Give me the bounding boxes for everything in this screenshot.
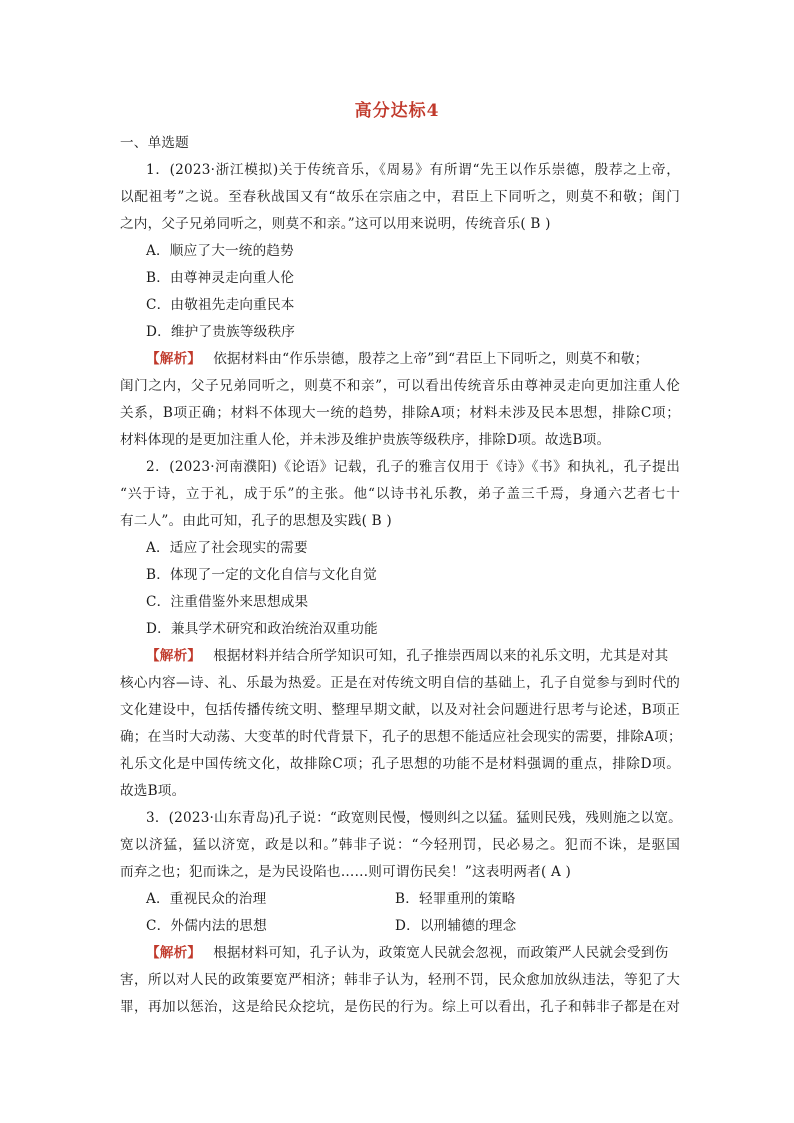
- question-3-analysis-line-2: 害，所以对人民的政策要宽严相济；韩非子认为，轻刑不罚，民众愈加放纵违法，等犯了大: [120, 972, 680, 988]
- page-title: 高分达标4: [354, 101, 440, 121]
- question-1-analysis-line-2: 闺门之内，父子兄弟同听之，则莫不和亲”，可以看出传统音乐由尊神灵走向更加注重人伦: [120, 378, 680, 394]
- question-2-line-3: 有二人”。由此可知，孔子的思想及实践( B ): [120, 513, 392, 529]
- question-1-line-2: 以配祖考”之说。至春秋战国又有“故乐在宗庙之中，君臣上下同听之，则莫不和敬；闺门: [120, 189, 680, 205]
- analysis-label: 【解析】: [146, 351, 202, 367]
- question-1-analysis-line-3: 关系，B项正确；材料不体现大一统的趋势，排除A项；材料未涉及民本思想，排除C项；: [120, 405, 680, 421]
- analysis-label: 【解析】: [146, 945, 202, 961]
- question-1-analysis-line-4: 材料体现的是更加注重人伦，并未涉及维护贵族等级秩序，排除D项。故选B项。: [120, 432, 611, 448]
- question-2-option-a: A．适应了社会现实的需要: [146, 540, 308, 556]
- question-3-line-1: 3．(2023·山东青岛)孔子说：“政宽则民慢，慢则纠之以猛。猛则民残，残则施之以宽。: [146, 810, 682, 826]
- question-1-line-1: 1．(2023·浙江模拟)关于传统音乐，《周易》有所谓“先王以作乐崇德，殷荐之上帝，: [146, 162, 680, 178]
- question-1-option-d: D．维护了贵族等级秩序: [146, 324, 296, 340]
- question-2-option-c: C．注重借鉴外来思想成果: [146, 594, 309, 610]
- question-2-analysis-line-2: 核心内容—诗、礼、乐最为热爱。正是在对传统文明自信的基础上，孔子自觉参与到时代的: [120, 675, 680, 691]
- section-heading: 一、单选题: [120, 135, 189, 151]
- question-1-line-3: 之内，父子兄弟同听之，则莫不和亲。”这可以用来说明，传统音乐( B ): [120, 216, 551, 232]
- question-3-line-2: 宽以济猛，猛以济宽，政是以和。”韩非子说：“今轻刑罚，民必易之。犯而不诛，是驱国: [120, 837, 680, 853]
- question-2-analysis-line-1: [146, 647, 680, 665]
- analysis-text: 根据材料可知，孔子认为，政策宽人民就会忽视，而政策严人民就会受到伤: [213, 945, 669, 961]
- question-3-option-b: B．轻罪重刑的策略: [395, 891, 516, 907]
- question-2-analysis-line-4: 确；在当时大动荡、大变革的时代背景下，孔子的思想不能适应社会现实的需要，排除A项；: [120, 729, 682, 745]
- question-2-line-2: “兴于诗，立于礼，成于乐”的主张。他“以诗书礼乐教，弟子盖三千焉，身通六艺者七十: [120, 486, 680, 502]
- analysis-label: 【解析】: [146, 648, 202, 664]
- question-1-option-b: B．由尊神灵走向重人伦: [146, 270, 295, 286]
- question-2-option-b: B．体现了一定的文化自信与文化自觉: [146, 567, 377, 583]
- question-3-option-a: A．重视民众的治理: [146, 891, 267, 907]
- question-3-line-3: 而弃之也；犯而诛之，是为民设陷也……则可谓伤民矣！”这表明两者( A ): [120, 864, 572, 880]
- question-3-analysis-line-3: 罪，再加以惩治，这是给民众挖坑，是伤民的行为。综上可以看出，孔子和韩非子都是在对: [120, 999, 680, 1015]
- question-3-option-d: D．以刑辅德的理念: [395, 918, 517, 934]
- question-2-line-1: 2．(2023·河南濮阳)《论语》记载，孔子的雅言仅用于《诗》《书》和执礼，孔子提出: [146, 459, 680, 475]
- question-2-option-d: D．兼具学术研究和政治统治双重功能: [146, 621, 378, 637]
- question-1-option-a: A．顺应了大一统的趋势: [146, 243, 294, 259]
- question-1-option-c: C．由敬祖先走向重民本: [146, 297, 295, 313]
- question-3-option-c: C．外儒内法的思想: [146, 918, 267, 934]
- question-2-analysis-line-3: 文化建设中，包括传播传统文明、整理早期文献，以及对社会问题进行思考与论述，B项正: [120, 702, 680, 718]
- question-2-analysis-line-6: 故选B项。: [120, 783, 186, 799]
- question-1-analysis-line-1: [146, 350, 680, 368]
- analysis-text: 依据材料由“作乐崇德，殷荐之上帝”到“君臣上下同听之，则莫不和敬；: [213, 351, 649, 367]
- question-3-analysis-line-1: [146, 944, 680, 962]
- analysis-text: 根据材料并结合所学知识可知，孔子推崇西周以来的礼乐文明，尤其是对其: [213, 648, 669, 664]
- question-2-analysis-line-5: 礼乐文化是中国传统文化，故排除C项；孔子思想的功能不是材料强调的重点，排除D项。: [120, 756, 680, 772]
